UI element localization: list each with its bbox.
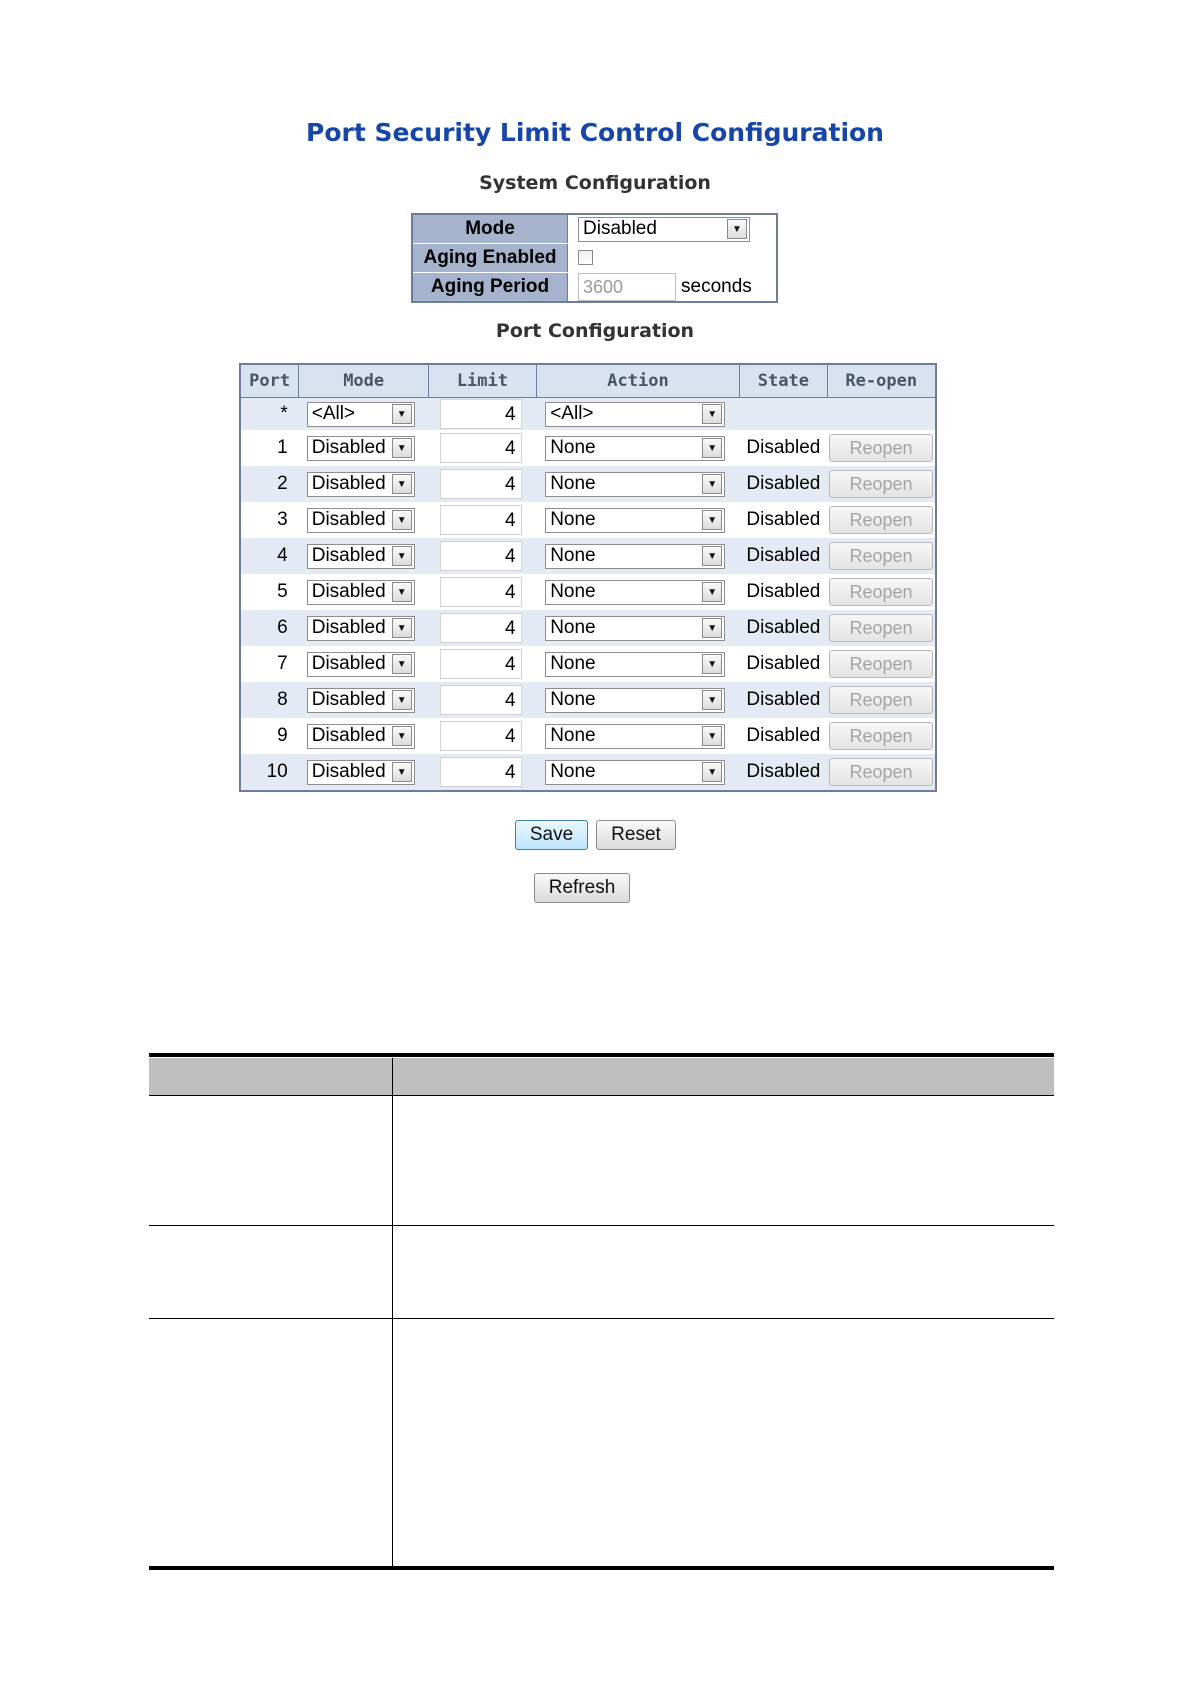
port-config-table bbox=[239, 363, 937, 792]
aging-enabled-label: Aging Enabled bbox=[412, 244, 568, 273]
port-state: Disabled bbox=[740, 682, 827, 718]
chevron-down-icon: ▼ bbox=[392, 690, 412, 710]
column-header-limit: Limit bbox=[429, 364, 537, 398]
port-mode-value: Disabled bbox=[311, 761, 386, 782]
table-row bbox=[240, 610, 936, 646]
table-row bbox=[240, 574, 936, 610]
save-button[interactable]: Save bbox=[515, 820, 588, 850]
port-action-value: None bbox=[550, 437, 596, 458]
port-mode-value: Disabled bbox=[311, 509, 386, 530]
port-action-value: None bbox=[550, 509, 596, 530]
port-mode-value: Disabled bbox=[311, 617, 386, 638]
port-state: Disabled bbox=[740, 646, 827, 682]
port-mode-select[interactable] bbox=[307, 760, 415, 785]
chevron-down-icon: ▼ bbox=[702, 474, 722, 494]
port-action-value: None bbox=[550, 725, 596, 746]
chevron-down-icon: ▼ bbox=[702, 404, 722, 424]
all-mode-select[interactable] bbox=[307, 402, 415, 427]
chevron-down-icon: ▼ bbox=[392, 582, 412, 602]
port-number: 7 bbox=[240, 646, 299, 682]
reset-button[interactable]: Reset bbox=[596, 820, 676, 850]
port-number: 4 bbox=[240, 538, 299, 574]
chevron-down-icon: ▼ bbox=[702, 618, 722, 638]
aging-period-unit: seconds bbox=[681, 275, 752, 297]
port-limit-input[interactable]: 4 bbox=[440, 613, 522, 643]
chevron-down-icon: ▼ bbox=[702, 582, 722, 602]
port-state: Disabled bbox=[740, 538, 827, 574]
all-limit-input[interactable]: 4 bbox=[440, 399, 522, 429]
chevron-down-icon: ▼ bbox=[392, 438, 412, 458]
port-action-value: None bbox=[550, 617, 596, 638]
chevron-down-icon: ▼ bbox=[702, 510, 722, 530]
port-number: 6 bbox=[240, 610, 299, 646]
reopen-button[interactable]: Reopen bbox=[829, 542, 933, 570]
port-mode-value: Disabled bbox=[311, 581, 386, 602]
column-header-state: State bbox=[740, 364, 827, 398]
port-mode-select[interactable] bbox=[307, 508, 415, 533]
table-row bbox=[240, 718, 936, 754]
port-action-select[interactable] bbox=[545, 472, 725, 497]
port-state: Disabled bbox=[740, 466, 827, 502]
port-mode-select[interactable] bbox=[307, 652, 415, 677]
port-number: 1 bbox=[240, 430, 299, 466]
port-action-value: None bbox=[550, 473, 596, 494]
port-mode-select[interactable] bbox=[307, 436, 415, 461]
port-mode-select[interactable] bbox=[307, 544, 415, 569]
table-row bbox=[240, 430, 936, 466]
port-mode-value: Disabled bbox=[311, 653, 386, 674]
aging-period-input[interactable]: 3600 bbox=[578, 273, 676, 301]
chevron-down-icon: ▼ bbox=[702, 690, 722, 710]
port-mode-select[interactable] bbox=[307, 580, 415, 605]
column-header-reopen: Re-open bbox=[827, 364, 936, 398]
port-action-select[interactable] bbox=[545, 688, 725, 713]
chevron-down-icon: ▼ bbox=[392, 762, 412, 782]
port-number: 10 bbox=[240, 754, 299, 791]
all-ports-marker: * bbox=[240, 398, 299, 431]
port-table-header bbox=[240, 364, 936, 398]
port-limit-input[interactable]: 4 bbox=[440, 433, 522, 463]
chevron-down-icon: ▼ bbox=[702, 654, 722, 674]
port-state: Disabled bbox=[740, 430, 827, 466]
chevron-down-icon: ▼ bbox=[702, 762, 722, 782]
table-row bbox=[240, 682, 936, 718]
port-action-select[interactable] bbox=[545, 760, 725, 785]
port-state: Disabled bbox=[740, 718, 827, 754]
table-row bbox=[240, 538, 936, 574]
port-action-select[interactable] bbox=[545, 580, 725, 605]
port-state: Disabled bbox=[740, 754, 827, 791]
port-mode-value: Disabled bbox=[311, 473, 386, 494]
desc-column-divider bbox=[392, 1058, 393, 1566]
port-state: Disabled bbox=[740, 574, 827, 610]
chevron-down-icon: ▼ bbox=[392, 546, 412, 566]
chevron-down-icon: ▼ bbox=[392, 726, 412, 746]
system-config-heading: System Configuration bbox=[479, 172, 711, 194]
port-limit-input[interactable]: 4 bbox=[440, 541, 522, 571]
chevron-down-icon: ▼ bbox=[702, 726, 722, 746]
desc-header-row bbox=[149, 1058, 1054, 1095]
reopen-button[interactable]: Reopen bbox=[829, 758, 933, 786]
chevron-down-icon: ▼ bbox=[392, 654, 412, 674]
chevron-down-icon: ▼ bbox=[702, 546, 722, 566]
port-action-select[interactable] bbox=[545, 436, 725, 461]
port-action-value: None bbox=[550, 581, 596, 602]
column-header-action: Action bbox=[536, 364, 740, 398]
reopen-button[interactable]: Reopen bbox=[829, 686, 933, 714]
port-action-value: None bbox=[550, 761, 596, 782]
port-number: 5 bbox=[240, 574, 299, 610]
reopen-button[interactable]: Reopen bbox=[829, 434, 933, 462]
port-action-select[interactable] bbox=[545, 508, 725, 533]
reopen-button[interactable]: Reopen bbox=[829, 722, 933, 750]
page-title: Port Security Limit Control Configuration bbox=[306, 118, 884, 147]
chevron-down-icon: ▼ bbox=[392, 474, 412, 494]
desc-divider bbox=[149, 1095, 1054, 1096]
reopen-button[interactable]: Reopen bbox=[829, 650, 933, 678]
port-mode-select[interactable] bbox=[307, 688, 415, 713]
chevron-down-icon: ▼ bbox=[702, 438, 722, 458]
port-number: 9 bbox=[240, 718, 299, 754]
port-mode-value: Disabled bbox=[311, 437, 386, 458]
port-state: Disabled bbox=[740, 610, 827, 646]
port-limit-input[interactable]: 4 bbox=[440, 649, 522, 679]
all-mode-value: <All> bbox=[311, 403, 356, 424]
port-limit-input[interactable]: 4 bbox=[440, 721, 522, 751]
desc-divider bbox=[149, 1225, 1054, 1226]
port-mode-value: Disabled bbox=[311, 725, 386, 746]
port-config-heading: Port Configuration bbox=[495, 320, 695, 342]
reopen-button[interactable]: Reopen bbox=[829, 578, 933, 606]
port-mode-select[interactable] bbox=[307, 724, 415, 749]
port-number: 8 bbox=[240, 682, 299, 718]
table-row bbox=[240, 754, 936, 791]
port-action-value: None bbox=[550, 653, 596, 674]
port-action-select[interactable] bbox=[545, 616, 725, 641]
port-limit-input[interactable]: 4 bbox=[440, 577, 522, 607]
chevron-down-icon: ▼ bbox=[392, 618, 412, 638]
port-limit-input[interactable]: 4 bbox=[440, 505, 522, 535]
mode-label: Mode bbox=[412, 214, 568, 244]
mode-select[interactable] bbox=[578, 217, 750, 242]
table-row bbox=[240, 646, 936, 682]
port-action-value: None bbox=[550, 545, 596, 566]
port-action-select[interactable] bbox=[545, 544, 725, 569]
chevron-down-icon: ▼ bbox=[727, 219, 747, 239]
all-ports-row bbox=[240, 398, 936, 431]
refresh-button[interactable]: Refresh bbox=[534, 873, 630, 903]
port-mode-select[interactable] bbox=[307, 616, 415, 641]
port-limit-input[interactable]: 4 bbox=[440, 685, 522, 715]
aging-period-label: Aging Period bbox=[412, 273, 568, 303]
table-row bbox=[240, 466, 936, 502]
mode-select-value: Disabled bbox=[583, 218, 657, 240]
port-mode-select[interactable] bbox=[307, 472, 415, 497]
desc-bottom-rule bbox=[149, 1566, 1054, 1570]
reopen-button[interactable]: Reopen bbox=[829, 614, 933, 642]
port-limit-input[interactable]: 4 bbox=[440, 757, 522, 787]
desc-top-rule bbox=[149, 1053, 1054, 1057]
all-action-value: <All> bbox=[550, 403, 594, 424]
port-action-value: None bbox=[550, 689, 596, 710]
port-action-select[interactable] bbox=[545, 652, 725, 677]
reopen-button[interactable]: Reopen bbox=[829, 470, 933, 498]
port-mode-value: Disabled bbox=[311, 545, 386, 566]
column-header-port: Port bbox=[240, 364, 299, 398]
port-action-select[interactable] bbox=[545, 724, 725, 749]
port-limit-input[interactable]: 4 bbox=[440, 469, 522, 499]
table-row bbox=[240, 502, 936, 538]
chevron-down-icon: ▼ bbox=[392, 510, 412, 530]
all-action-select[interactable] bbox=[545, 402, 725, 427]
port-mode-value: Disabled bbox=[311, 689, 386, 710]
port-number: 2 bbox=[240, 466, 299, 502]
aging-enabled-checkbox[interactable] bbox=[578, 250, 593, 265]
desc-divider bbox=[149, 1318, 1054, 1319]
port-state: Disabled bbox=[740, 502, 827, 538]
chevron-down-icon: ▼ bbox=[392, 404, 412, 424]
reopen-button[interactable]: Reopen bbox=[829, 506, 933, 534]
column-header-mode: Mode bbox=[299, 364, 429, 398]
port-number: 3 bbox=[240, 502, 299, 538]
system-config-table bbox=[411, 213, 778, 303]
